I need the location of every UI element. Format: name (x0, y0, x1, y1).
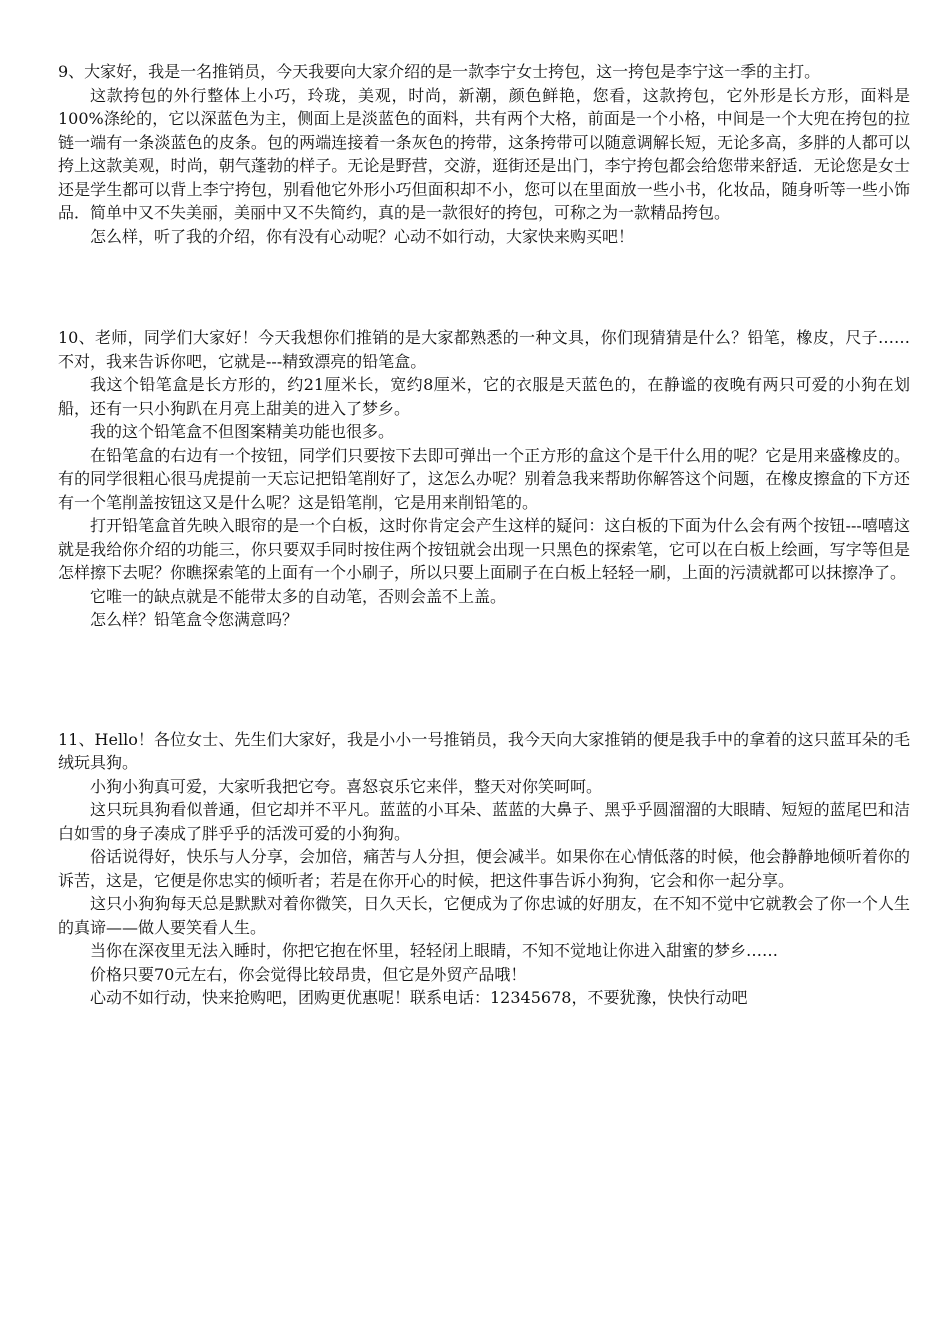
paragraph: 10、老师，同学们大家好！今天我想你们推销的是大家都熟悉的一种文具，你们现猜猜是什么？铅笔，橡皮，尺子……不对，我来告诉你吧，它就是---精致漂亮的铅笔盒。 (58, 328, 910, 371)
paragraph: 它唯一的缺点就是不能带太多的自动笔，否则会盖不上盖。 (90, 586, 507, 606)
paragraph: 俗话说得好，快乐与人分享，会加倍，痛苦与人分担，便会减半。如果你在心情低落的时候，他会静静地倾听着你的诉苦，这是，它便是你忠实的倾听者；若是在你开心的时候，把这件事告诉小狗狗，它会和你一起分享。 (58, 847, 910, 890)
paragraph: 这只小狗狗每天总是默默对着你微笑，日久天长，它便成为了你忠诚的好朋友，在不知不觉中它就教会了你一个人生的真谛——做人要笑看人生。 (58, 894, 910, 937)
paragraph: 怎么样？铅笔盒令您满意吗？ (90, 610, 299, 629)
paragraph: 我这个铅笔盒是长方形的，约21厘米长，宽约8厘米，它的衣服是天蓝色的，在静谧的夜晚有两只可爱的小狗在划船，还有一只小狗趴在月亮上甜美的进入了梦乡。 (58, 375, 910, 418)
paragraph: 价格只要70元左右，你会觉得比较昂贵，但它是外贸产品哦！ (90, 964, 527, 984)
paragraph: 11、Hello！各位女士、先生们大家好，我是小小一号推销员，我今天向大家推销的便是我手中的拿着的这只蓝耳朵的毛绒玩具狗。 (58, 729, 910, 772)
paragraph: 打开铅笔盒首先映入眼帘的是一个白板，这时你肯定会产生这样的疑问：这白板的下面为什么会有两个按钮---嘻嘻这就是我给你介绍的功能三，你只要双手同时按住两个按钮就会出现一只黑色的探索笔，它可以在白板上绘画，写字等但是怎样擦下去呢？你瞧探索笔的上面有一个小刷子，所以只要上面刷子在白板上轻轻一刷，上面的污渍就都可以抹擦净了。 (58, 516, 910, 582)
paragraph: 心动不如行动，快来抢购吧，团购更优惠呢！联系电话：12345678，不要犹豫，快快行动吧 (90, 988, 748, 1007)
section-11-toy-dog (58, 728, 910, 1010)
paragraph: 在铅笔盒的右边有一个按钮，同学们只要按下去即可弹出一个正方形的盒这个是干什么用的呢？它是用来盛橡皮的。有的同学很粗心很马虎提前一天忘记把铅笔削好了，这怎么办呢？别着急我来帮助你解答这个问题，在橡皮擦盒的下方还有一个笔削盖按钮这又是什么呢？这是铅笔削，它是用来削铅笔的。 (58, 445, 910, 512)
paragraph: 9、大家好，我是一名推销员，今天我要向大家介绍的是一款李宁女士挎包，这一挎包是李宁这一季的主打。 (58, 62, 821, 81)
paragraph: 这款挎包的外行整体上小巧，玲珑，美观，时尚，新潮，颜色鲜艳，您看，这款挎包，它外形是长方形，面料是100%涤纶的，它以深蓝色为主，侧面上是淡蓝色的面料，共有两个大格，前面是一个小格，中间是一个大兜在挎包的拉链一端有一条淡蓝色的皮条。包的两端连接着一条灰色的挎带，这条挎带可以随意调解长短，无论多高，多胖的人都可以挎上这款美观，时尚，朝气蓬勃的样子。无论是野营，交游，逛街还是出门，李宁挎包都会给您带来舒适．无论您是女士还是学生都可以背上李宁挎包，别看他它外形小巧但面积却不小，您可以在里面放一些小书，化妆品，随身听等一些小饰品．简单中又不失美丽，美丽中又不失简约，真的是一款很好的挎包，可称之为一款精品挎包。 (58, 85, 910, 222)
document-page (58, 60, 910, 1010)
paragraph: 当你在深夜里无法入睡时，你把它抱在怀里，轻轻闭上眼睛，不知不觉地让你进入甜蜜的梦乡…… (90, 941, 779, 960)
paragraph: 我的这个铅笔盒不但图案精美功能也很多。 (90, 422, 395, 441)
section-10-pencil-case (58, 326, 910, 632)
paragraph: 小狗小狗真可爱，大家听我把它夸。喜怒哀乐它来伴，整天对你笑呵呵。 (90, 776, 603, 796)
section-9-handbag (58, 60, 910, 248)
paragraph: 怎么样，听了我的介绍，你有没有心动呢？心动不如行动，大家快来购买吧！ (90, 226, 635, 246)
paragraph: 这只玩具狗看似普通，但它却并不平凡。蓝蓝的小耳朵、蓝蓝的大鼻子、黑乎乎圆溜溜的大眼睛、短短的蓝尾巴和洁白如雪的身子凑成了胖乎乎的活泼可爱的小狗狗。 (58, 800, 910, 843)
